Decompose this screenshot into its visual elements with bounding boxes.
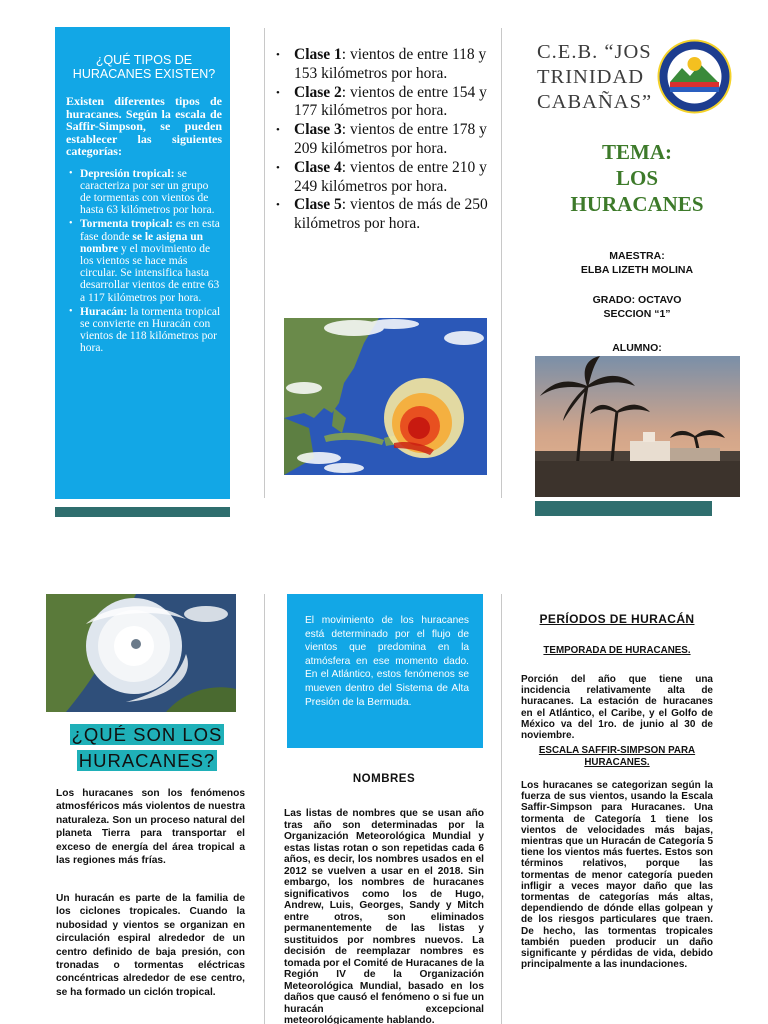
topic-name: LOS: [615, 166, 659, 190]
class-text: : vientos de entre 178 y 209 kilómetros por hora.: [294, 121, 487, 157]
season-paragraph: Porción del año que tiene una incidencia relativamente alta de huracanes. La estación de huracanes en el Atlántico, el Caribe, y el Golfo de México va del 1ro. de junio al 30 de noviembre.: [521, 674, 713, 742]
list-item: [80, 218, 222, 303]
class-term: Clase 5: [294, 196, 342, 214]
hurricane-types-intro: Existen diferentes tipos de huracanes. Según la escala de Saffir-Simpson, se pueden establecer las siguientes categorías:: [66, 94, 222, 158]
names-paragraph: Las listas de nombres que se usan año tras año son determinadas por la Organización Meteorológica Mundial y estas listas rotan o son repetidas cada 6 años, es decir, los nombres usados en el 2012 se vuelven a usar en el 2018. Sin embargo, los nombres de huracanes significativos como los de Hugo, Andrew, Luis, Georges, Sandy y Mitch entre otros, son eliminados permanentemente de las listas y sustituidos por nombres nuevos. La decisión de reemplazar nombres es tomada por el Comité de Huracanes de la Región IV de la Organización Meteorológica Mundial, basado en los daños que causó el fenómeno o si fue un huracán excepcional meteorológicamente hablando.: [284, 808, 484, 1024]
topic-title: [537, 139, 737, 217]
panel-divider-bar: [55, 507, 230, 517]
teacher-info: [537, 249, 737, 277]
class-text: : vientos de entre 118 y 153 kilómetros por hora.: [294, 46, 487, 82]
type-text: y el movimiento de los vientos se hace más circular. Se intensifica hasta desarrollar vientos de entre 63 a 117 kilómetros por hora.: [80, 242, 220, 304]
hurricane-types-title: ¿QUÉ TIPOS DE HURACANES EXISTEN?: [72, 53, 216, 81]
class-text: : vientos de entre 154 y 177 kilómetros por hora.: [294, 83, 487, 120]
school-logo-icon: [656, 38, 733, 115]
fold-divider: [264, 28, 265, 498]
periods-title: PERÍODOS DE HURACÁN: [539, 612, 695, 626]
list-item: [276, 196, 504, 234]
cover-divider-bar: [535, 501, 712, 516]
student-label: ALUMNO:: [612, 342, 662, 354]
list-item: [276, 159, 504, 197]
list-item: [276, 46, 504, 84]
section-label: SECCION “1”: [603, 308, 671, 320]
hurricane-types-list: [66, 168, 222, 355]
season-title: TEMPORADA DE HURACANES.: [543, 645, 691, 656]
list-item: [80, 168, 222, 217]
what-are-hurricanes-title: [66, 722, 228, 774]
movement-panel: [287, 594, 483, 748]
type-term: Tormenta tropical:: [80, 218, 173, 231]
list-item: [80, 306, 222, 355]
hurricane-classes-list: [276, 46, 504, 234]
fold-divider: [501, 594, 502, 1024]
list-item: [276, 84, 504, 122]
what-are-hurricanes-title-text: ¿QUÉ SON LOS HURACANES?: [71, 724, 223, 771]
school-name-line: C.E.B. “JOS: [537, 41, 652, 63]
class-term: Clase 4: [294, 158, 342, 176]
tropical-cyclone-paragraph: Un huracán es parte de la familia de los ciclones tropicales. Cuando la nubosidad y vientos se organizan en circulación espiral alrededor de un centro definido de baja presión, con tronadas o tormentas eléctricas concéntricas alrededor de ese centro, se ha formado un ciclón tropical.: [56, 893, 245, 998]
scale-paragraph: Los huracanes se categorizan según la fuerza de sus vientos, usando la Escala Saffir-Simpson para Huracanes. Una tormenta de Categoría 1 tiene los vientos de velocidades más bajas, mientras que un Huracán de Categoría 5 tiene los vientos más fuertes. Estos son términos relativos, porque las tormentas de menor categoría pueden infligir a veces mayor daño que las tormentas de categorías más altas, dependiendo de dónde ellas golpean y de los riesgos particulares que traen. De hecho, las tormentas tropicales también pueden producir un daño significante y pérdidas de vida, debido principalmente a las inundaciones.: [521, 780, 713, 971]
palm-trees-photo: [535, 356, 740, 497]
class-term: Clase 2: [294, 83, 342, 101]
hurricane-types-panel: [55, 27, 230, 499]
scale-title: ESCALA SAFFIR-SIMPSON PARA HURACANES.: [538, 745, 696, 768]
what-are-hurricanes-paragraph: Los huracanes son los fenómenos atmosféricos más violentos de nuestra naturaleza. Son un proceso natural del planeta Tierra para transportar el exceso de energía del área tropical a las regiones más frías.: [56, 788, 245, 867]
type-text: se caracteriza por ser un grupo de tormentas con vientos de hasta 63 kilómetros por hora.: [80, 167, 215, 217]
hurricane-satellite-map: [284, 318, 487, 475]
movement-text: El movimiento de los huracanes está determinado por el flujo de vientos que predomina en la atmósfera en ese momento dado. En el Atlántico, estos fenómenos se mueven dentro del Sistema de Alta Presión de la Bermuda.: [305, 615, 469, 708]
grade-info: [537, 293, 737, 321]
teacher-name: ELBA LIZETH MOLINA: [580, 264, 694, 276]
school-name-line: TRINIDAD: [537, 66, 645, 88]
type-text: la tormenta tropical se convierte en Huracán con vientos de 118 kilómetros por hora.: [80, 305, 221, 355]
type-term: Huracán:: [80, 305, 128, 318]
topic-label: TEMA:: [602, 140, 672, 164]
type-term: Depresión tropical:: [80, 167, 175, 180]
class-text: : vientos de entre 210 y 249 kilómetros por hora.: [294, 158, 487, 195]
list-item: [276, 121, 504, 159]
fold-divider: [264, 594, 265, 1024]
names-title: NOMBRES: [352, 773, 416, 785]
class-term: Clase 3: [294, 121, 342, 139]
class-text: : vientos de más de 250 kilómetros por hora.: [294, 196, 488, 233]
teacher-label: MAESTRA:: [609, 250, 665, 262]
school-name-line: CABAÑAS”: [537, 91, 653, 113]
type-text: es en esta fase donde: [80, 218, 220, 243]
grade-label: GRADO: OCTAVO: [592, 294, 682, 306]
topic-name: HURACANES: [570, 192, 704, 216]
school-name: [537, 40, 652, 115]
hurricane-photo: [46, 594, 236, 712]
type-term: se le asigna un nombre: [80, 230, 203, 255]
class-term: Clase 1: [294, 46, 342, 63]
